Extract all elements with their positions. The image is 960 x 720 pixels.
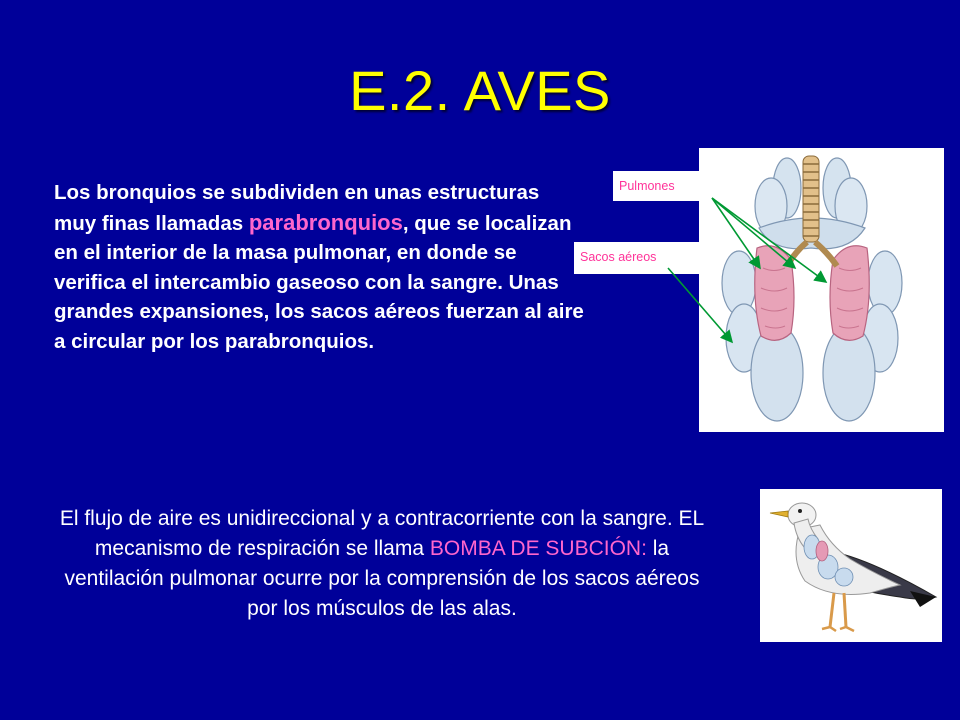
gull-illustration bbox=[760, 489, 942, 642]
label-pulmones: Pulmones bbox=[613, 171, 732, 201]
slide-title: E.2. AVES bbox=[349, 59, 611, 122]
paragraph1-text-b: , que se localizan en el interior de la masa pulmonar, en donde se verifica el intercambio gaseoso con la sangre. Unas grandes expansiones, los sacos aéreos fuerzan al aire a circular por los parabronquios. bbox=[54, 211, 584, 353]
lung-air-sacs-illustration bbox=[699, 148, 944, 432]
paragraph2-text-a: El flujo de aire es unidireccional y a contracorriente con la sangre. EL mecanismo de respiración se llama bbox=[59, 507, 705, 560]
lung-illustration-panel bbox=[699, 148, 944, 432]
paragraph-parabronquios bbox=[54, 178, 584, 356]
gull-illustration-panel bbox=[760, 489, 942, 642]
paragraph2-text-b: la ventilación pulmonar ocurre por la comprensión de los sacos aéreos por los músculos de las alas. bbox=[64, 537, 700, 620]
bomba-subcion-highlight: BOMBA DE SUBCIÓN: bbox=[429, 537, 647, 560]
paragraph-flujo-aire bbox=[50, 504, 714, 624]
paragraph1-text-a: Los bronquios se subdividen en unas estructuras muy finas llamadas bbox=[54, 181, 540, 235]
parabronquios-highlight: parabronquios bbox=[248, 209, 403, 235]
label-sacos-aereos: Sacos aéreos bbox=[574, 242, 701, 274]
